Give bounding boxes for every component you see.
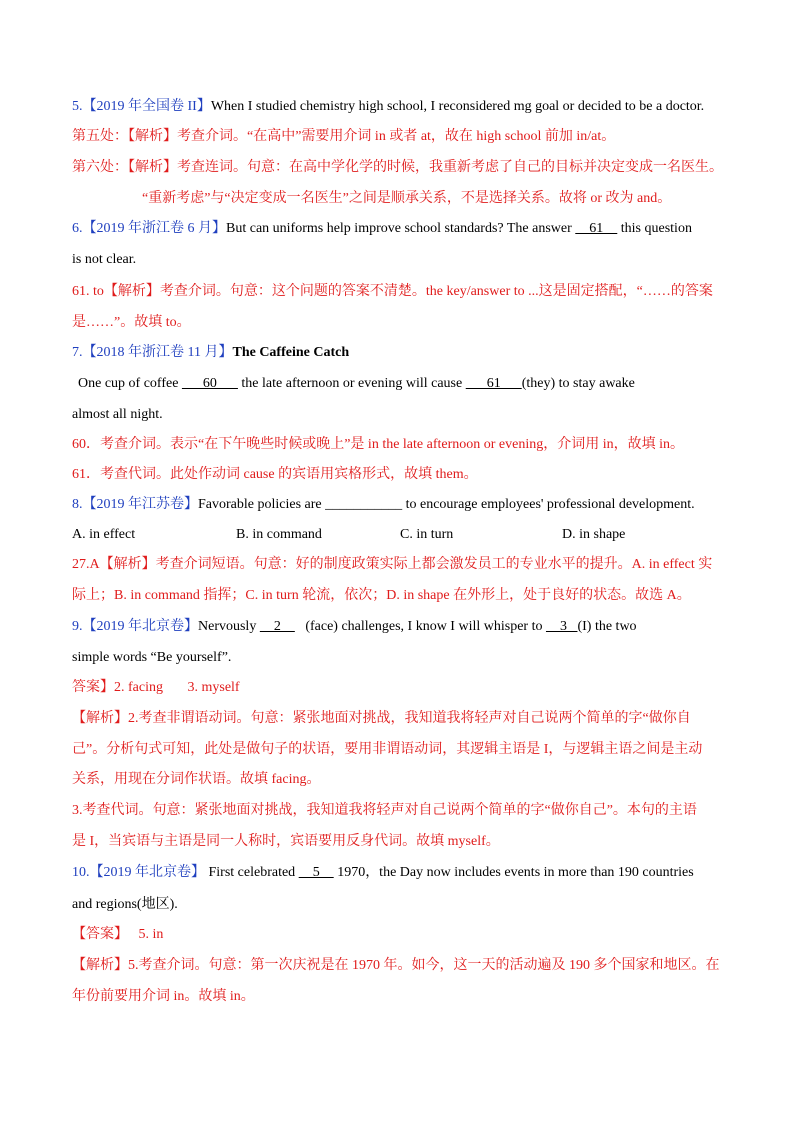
q6-source: 6.【2019 年浙江卷 6 月】: [72, 221, 226, 236]
q6-answer-2: 是……”。故填 to。: [72, 315, 191, 330]
q9-blank-1: 2: [259, 619, 295, 634]
q9-question-line2: simple words “Be yourself”.: [72, 650, 232, 665]
q8-question: [72, 495, 728, 515]
q7-header: [72, 343, 728, 363]
q10-text-2: 1970，the Day now includes events in more than 190 countries: [333, 865, 694, 880]
q7-text-2: the late afternoon or evening will cause: [237, 376, 466, 391]
q7-answer-2: 61．考查代词。此处作动词 cause 的宾语用宾格形式，故填 them。: [72, 467, 478, 482]
q5-source: 5.【2019 年全国卷 II】: [72, 99, 211, 114]
q6-answer-1: 61. to【解析】考查介词。句意：这个问题的答案不清楚。the key/answer to ...这是固定搭配，“……的答案: [72, 284, 713, 299]
q10-question: [72, 863, 728, 883]
q5-answer-1: 第五处：【解析】考查介词。“在高中”需要用介词 in 或者 at，故在 high school 前加 in/at。: [72, 129, 616, 144]
q6-blank: 61: [575, 221, 618, 236]
q9-source: 9.【2019 年北京卷】: [72, 619, 198, 634]
q7-text-3: (they) to stay awake: [521, 376, 635, 391]
q8-answer-2: 际上；B. in command 指挥；C. in turn 轮流，依次；D. in shape 在外形上，处于良好的状态。故选 A。: [72, 588, 691, 603]
q7-question: [78, 374, 728, 394]
q10-question-line2: and regions(地区).: [72, 897, 178, 912]
q9-explain-3: 关系，用现在分词作状语。故填 facing。: [72, 772, 321, 787]
q9-explain-5: 是 I，当宾语与主语是同一人称时，宾语要用反身代词。故填 myself。: [72, 834, 500, 849]
q6-question-line2: is not clear.: [72, 252, 137, 267]
q10-blank: 5: [298, 865, 334, 880]
q10-explain-2: 年份前要用介词 in。故填 in。: [72, 989, 255, 1004]
q8-option-d: D. in shape: [562, 527, 626, 542]
q7-source: 7.【2018 年浙江卷 11 月】: [72, 345, 233, 360]
q7-title: The Caffeine Catch: [232, 345, 350, 360]
q8-answer-1: 27.A【解析】考查介词短语。句意：好的制度政策实际上都会激发员工的专业水平的提升。A. in effect 实: [72, 557, 713, 572]
q8-source: 8.【2019 年江苏卷】: [72, 497, 198, 512]
q6-text-before: But can uniforms help improve school standards? The answer: [226, 221, 576, 236]
q10-text-1: First celebrated: [205, 865, 299, 880]
q6-text-after: this question: [617, 221, 692, 236]
q10-explain-1: 【解析】5.考查介词。句意：第一次庆祝是在 1970 年。如今，这一天的活动遍及 190 多个国家和地区。在: [72, 958, 720, 973]
q10-answer: 【答案】 5. in: [72, 927, 164, 942]
q9-answer: 答案】2. facing 3. myself: [72, 680, 240, 695]
q5-answer-3: “重新考虑”与“决定变成一名医生”之间是顺承关系，不是选择关系。故将 or 改为 and。: [142, 191, 672, 206]
q8-option-a: A. in effect: [72, 527, 136, 542]
q5-text: When I studied chemistry high school, I reconsidered mg goal or decided to be a doctor.: [210, 99, 705, 114]
q7-answer-1: 60．考查介词。表示“在下午晚些时候或晚上”是 in the late afternoon or evening，介词用 in，故填 in。: [72, 437, 685, 452]
q8-text: Favorable policies are ___________ to encourage employees' professional development.: [198, 497, 695, 512]
q9-explain-4: 3.考查代词。句意：紧张地面对挑战，我知道我将轻声对自己说两个简单的字“做你自己”。本句的主语: [72, 803, 697, 818]
q10-source: 10.【2019 年北京卷】: [72, 865, 205, 880]
q9-text-3: (I) the two: [577, 619, 637, 634]
q9-text-2: (face) challenges, I know I will whisper to: [294, 619, 546, 634]
q5-answer-2: 第六处：【解析】考查连词。句意：在高中学化学的时候，我重新考虑了自己的目标并决定变成一名医生。: [72, 160, 723, 175]
q9-explain-2: 己”。分析句式可知，此处是做句子的状语，要用非谓语动词，其逻辑主语是 I，与逻辑主语之间是主动: [72, 742, 703, 757]
q6-question: [72, 219, 728, 239]
q7-blank-2: 61: [465, 376, 522, 391]
q9-explain-1: 【解析】2.考查非谓语动词。句意：紧张地面对挑战，我知道我将轻声对自己说两个简单的字“做你自: [72, 711, 691, 726]
q7-blank-1: 60: [181, 376, 238, 391]
q7-text-1: One cup of coffee: [78, 376, 182, 391]
q9-question: [72, 617, 728, 637]
q9-text-1: Nervously: [198, 619, 260, 634]
q5-question: [72, 97, 728, 117]
q8-option-c: C. in turn: [400, 527, 454, 542]
q8-option-b: B. in command: [236, 527, 322, 542]
q7-question-line2: almost all night.: [72, 407, 163, 422]
q9-blank-2: 3: [545, 619, 578, 634]
